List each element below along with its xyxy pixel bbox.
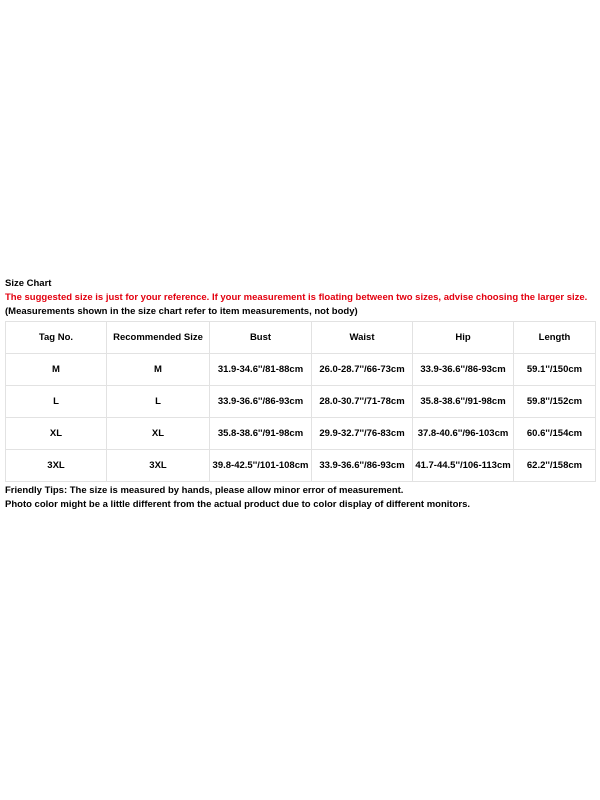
cell-hip: 37.8-40.6''/96-103cm <box>413 418 514 450</box>
cell-tag-no: M <box>6 354 107 386</box>
table-row <box>6 386 596 418</box>
cell-tag-no: 3XL <box>6 450 107 482</box>
header-bust: Bust <box>210 322 312 354</box>
header-length: Length <box>514 322 596 354</box>
friendly-tips <box>5 484 595 512</box>
cell-length: 62.2''/158cm <box>514 450 596 482</box>
header-waist: Waist <box>312 322 413 354</box>
cell-recommended-size: M <box>107 354 210 386</box>
size-chart <box>5 277 595 512</box>
cell-hip: 35.8-38.6''/91-98cm <box>413 386 514 418</box>
cell-tag-no: L <box>6 386 107 418</box>
cell-tag-no: XL <box>6 418 107 450</box>
cell-bust: 35.8-38.6''/91-98cm <box>210 418 312 450</box>
cell-length: 59.1''/150cm <box>514 354 596 386</box>
cell-length: 59.8''/152cm <box>514 386 596 418</box>
tips-line-measurement: Friendly Tips: The size is measured by hands, please allow minor error of measurement. <box>5 485 404 496</box>
table-row <box>6 450 596 482</box>
size-table <box>5 321 596 482</box>
cell-recommended-size: 3XL <box>107 450 210 482</box>
cell-waist: 33.9-36.6''/86-93cm <box>312 450 413 482</box>
cell-bust: 31.9-34.6''/81-88cm <box>210 354 312 386</box>
cell-bust: 33.9-36.6''/86-93cm <box>210 386 312 418</box>
cell-hip: 41.7-44.5''/106-113cm <box>413 450 514 482</box>
table-row <box>6 354 596 386</box>
measurement-note: (Measurements shown in the size chart refer to item measurements, not body) <box>5 306 358 317</box>
table-header-row <box>6 322 596 354</box>
cell-bust: 39.8-42.5''/101-108cm <box>210 450 312 482</box>
cell-recommended-size: XL <box>107 418 210 450</box>
cell-waist: 29.9-32.7''/76-83cm <box>312 418 413 450</box>
cell-waist: 28.0-30.7''/71-78cm <box>312 386 413 418</box>
cell-hip: 33.9-36.6''/86-93cm <box>413 354 514 386</box>
size-notice: The suggested size is just for your reference. If your measurement is floating between two sizes, advise choosing the larger size. <box>5 292 588 303</box>
header-tag-no: Tag No. <box>6 322 107 354</box>
tips-line-color: Photo color might be a little different from the actual product due to color display of different monitors. <box>5 499 470 510</box>
header-hip: Hip <box>413 322 514 354</box>
cell-waist: 26.0-28.7''/66-73cm <box>312 354 413 386</box>
table-row <box>6 418 596 450</box>
cell-length: 60.6''/154cm <box>514 418 596 450</box>
cell-recommended-size: L <box>107 386 210 418</box>
header-recommended-size: Recommended Size <box>107 322 210 354</box>
size-chart-title: Size Chart <box>5 278 52 289</box>
